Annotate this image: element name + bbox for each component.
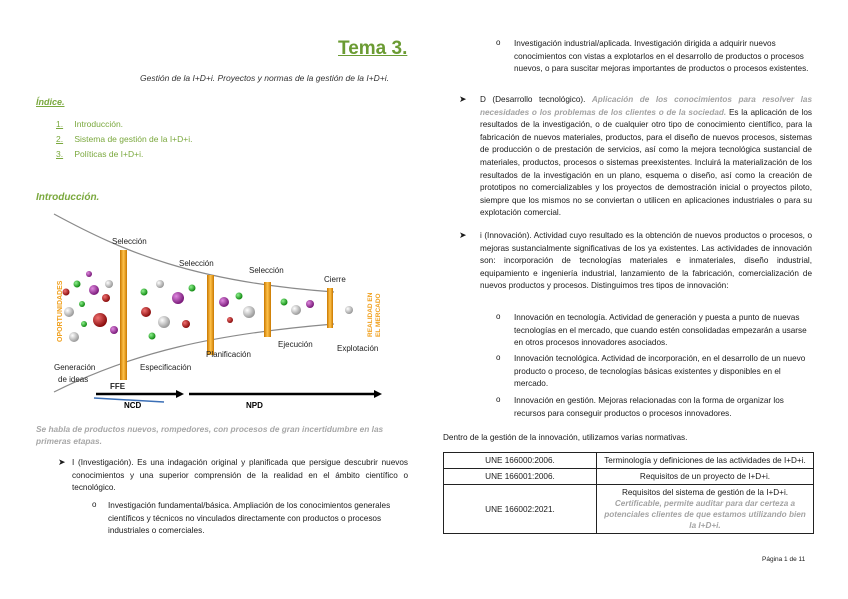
norm-desc: Terminología y definiciones de las actividades de I+D+i.: [597, 453, 814, 469]
innovation-funnel-diagram: [34, 212, 410, 412]
idea-ball: [93, 313, 107, 327]
funnel-top-curve: [54, 214, 334, 292]
bullet-circle-icon: o: [496, 38, 501, 47]
table-row: [444, 453, 814, 469]
index-heading: Índice.: [36, 97, 65, 107]
idea-ball: [156, 280, 164, 288]
desarrollo-paragraph: D (Desarrollo tecnológico). Aplicación de los conocimientos para resolver las necesidades o los problemas de los clientes o de la sociedad. Es la aplicación de los resultados de la investigación, o de cualquier otro tipo de conocimiento científico, para la fabricación de nuevos materiales, productos, para el diseño de nuevos procesos, sistemas de producción o de prestación de servicios, así como la mejora tecnológica sustancial de materiales, productos, procesos o sistemas preexistentes. Incluirá la materialización de los resultados de la investigación en un plano, esquema o diseño, así como la creación de prototipos no comercializables y los proyectos de demostración inicial o proyectos piloto, siempre que los mismos no se conviertan o utilicen en aplicaciones industriales o para su explotación comercial.: [480, 95, 812, 218]
table-row: [444, 469, 814, 485]
idea-ball: [182, 320, 190, 328]
norm-desc-cell: [597, 485, 814, 534]
norm-code: UNE 166001:2006.: [444, 469, 597, 485]
bullet-arrow-icon: ➤: [459, 94, 467, 104]
innovation-type-paragraph: Innovación en gestión. Mejoras relacionadas con la forma de organizar los recursos para conseguir productos o procesos innovadores.: [514, 396, 784, 418]
idea-ball: [189, 285, 196, 292]
basic-research-paragraph: Investigación fundamental/básica. Ampliación de los conocimientos generales científicos y técnicos no vinculados directamente con productos o procesos industriales o comerciales.: [108, 501, 391, 536]
idea-ball: [306, 300, 314, 308]
stage-label: Selección: [179, 259, 214, 268]
norm-desc: Requisitos de un proyecto de I+D+i.: [597, 469, 814, 485]
bullet-circle-icon: o: [496, 353, 501, 362]
gate-bar: [264, 282, 271, 337]
norm-code: UNE 166002:2021.: [444, 485, 597, 534]
applied-research-paragraph: Investigación industrial/aplicada. Investigación dirigida a adquirir nuevos conocimientos con vistas a explotarlos en el desarrollo de productos o procesos nuevos, o para suscitar mejoras importantes de productos o procesos existentes.: [514, 39, 809, 74]
idea-ball: [89, 285, 99, 295]
idea-ball: [81, 321, 87, 327]
norm-note: Certificable, permite auditar para dar certeza a potenciales clientes de que estamos utilizando bien la I+D+i.: [604, 499, 806, 530]
idea-ball: [291, 305, 301, 315]
bullet-circle-icon: o: [496, 395, 501, 404]
idea-ball: [74, 281, 81, 288]
idea-ball: [69, 332, 79, 342]
stage-label: FFE: [110, 382, 126, 391]
stage-label: de ideas: [58, 375, 89, 384]
lead-note: Se habla de productos nuevos, rompedores, con procesos de gran incertidumbre en las primeras etapas.: [36, 424, 384, 446]
right-side-label-1: REALIDAD EN: [367, 292, 374, 337]
idea-ball: [64, 307, 74, 317]
page-subtitle: Gestión de la I+D+i. Proyectos y normas de la gestión de la I+D+i.: [140, 73, 389, 83]
right-side-label-2: EL MERCADO: [375, 293, 382, 337]
stage-label: Ejecución: [278, 340, 313, 349]
innovation-type-paragraph: Innovación en tecnología. Actividad de generación y puesta a punto de nuevas tecnologías en el mercado, que cuando estén consolidadas empezarán a usarse en otros procesos innovadores asociados.: [514, 313, 807, 348]
norm-code: UNE 166000:2006.: [444, 453, 597, 469]
stage-label: Especificación: [140, 363, 192, 372]
idea-ball: [105, 280, 113, 288]
norms-intro: Dentro de la gestión de la innovación, utilizamos varias normativas.: [443, 433, 688, 442]
stage-label: Selección: [112, 237, 147, 246]
idea-ball: [227, 317, 233, 323]
gate-bar: [207, 275, 214, 355]
innovacion-paragraph: i (Innovación). Actividad cuyo resultado es la obtención de nuevos productos o procesos, o mejoras sustancialmente significativas de los ya existentes. Las actividades de innovación son: incorporación de tecnologías materiales e inmateriales, diseño industrial, equipamiento e ingeniería industrial, lanzamiento de la fabricación, comercialización de nuevos productos y procesos. Distinguimos tres tipos de innovación:: [480, 231, 812, 291]
stage-label: Explotación: [337, 344, 379, 353]
idea-ball: [86, 271, 92, 277]
idea-ball: [79, 301, 85, 307]
idea-ball: [102, 294, 110, 302]
page-number: Página 1 de 11: [762, 556, 806, 563]
gate-bar: [327, 288, 333, 328]
page-title: Tema 3.: [338, 38, 408, 59]
stage-label: Selección: [249, 266, 284, 275]
norm-desc: Requisitos del sistema de gestión de la I+D+i.: [621, 488, 789, 497]
left-side-label: OPORTUNIDADES: [57, 280, 64, 342]
index-item[interactable]: 2. Sistema de gestión de la I+D+i.: [56, 134, 193, 144]
idea-ball: [345, 306, 353, 314]
idea-ball: [281, 299, 288, 306]
idea-ball: [219, 297, 229, 307]
investigacion-paragraph: I (Investigación). Es una indagación original y planificada que persigue descubrir nuevos conocimientos y una superior comprensión de la realidad en el ámbito científico o tecnológico.: [72, 458, 408, 493]
index-list: [56, 117, 193, 162]
idea-ball: [141, 307, 151, 317]
idea-ball: [158, 316, 170, 328]
norms-table: [443, 452, 814, 534]
idea-ball: [141, 289, 148, 296]
phase-label: NCD: [124, 401, 142, 410]
stage-label: Cierre: [324, 275, 346, 284]
idea-ball: [149, 333, 156, 340]
idea-ball: [243, 306, 255, 318]
index-item[interactable]: 1. Introducción.: [56, 119, 124, 129]
funnel-bottom-curve: [54, 324, 334, 392]
idea-ball: [110, 326, 118, 334]
idea-ball: [236, 293, 243, 300]
table-row: [444, 485, 814, 534]
bullet-arrow-icon: ➤: [58, 457, 66, 467]
index-item[interactable]: 3. Políticas de I+D+i.: [56, 149, 144, 159]
gate-bar: [120, 250, 127, 380]
npd-arrow-head: [374, 390, 382, 398]
bullet-circle-icon: o: [92, 500, 97, 509]
intro-heading: Introducción.: [36, 192, 100, 203]
stage-label: Generación: [54, 363, 96, 372]
ncd-arrow-head: [176, 390, 184, 398]
idea-ball: [172, 292, 184, 304]
innovation-type-paragraph: Innovación tecnológica. Actividad de incorporación, en el desarrollo de un nuevo producto o proceso, de tecnologías básicas existentes y disponibles en el mercado.: [514, 354, 806, 389]
bullet-circle-icon: o: [496, 312, 501, 321]
bullet-arrow-icon: ➤: [459, 230, 467, 240]
phase-label: NPD: [246, 401, 263, 410]
stage-label: Planificación: [206, 350, 251, 359]
